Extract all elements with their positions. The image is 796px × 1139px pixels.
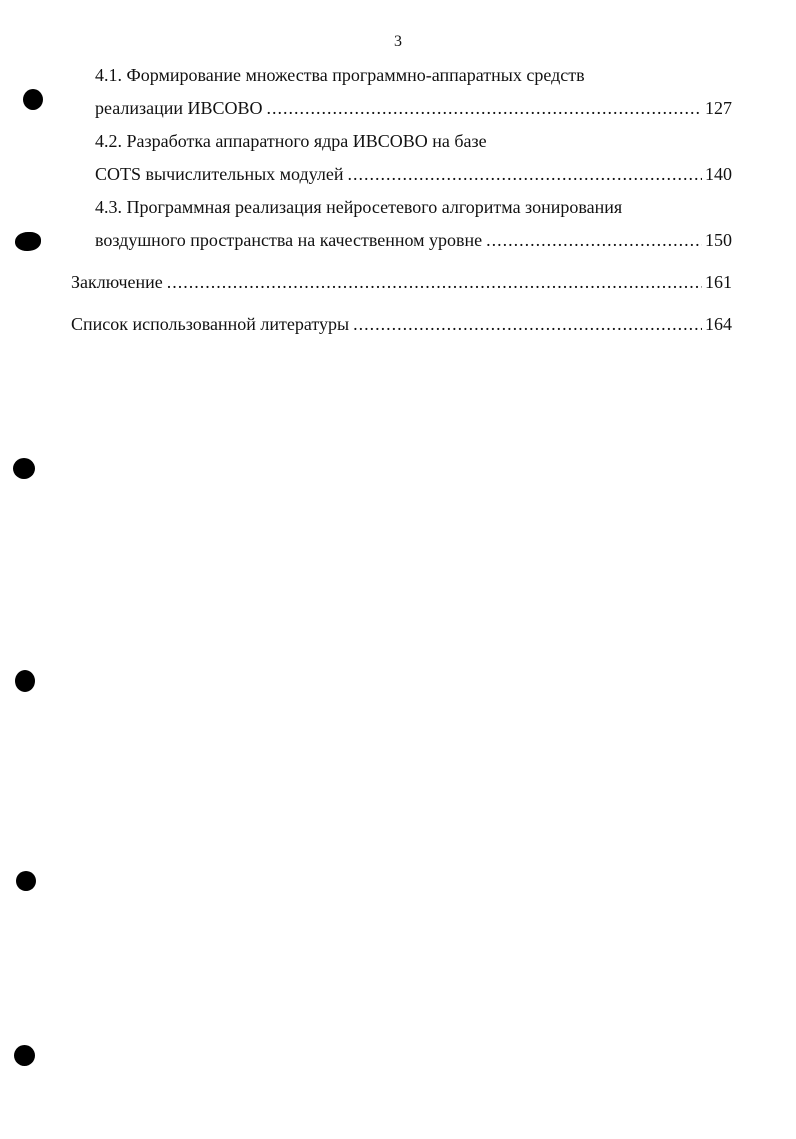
toc-leader-dots [167,271,702,293]
toc-entry-4-3 [95,229,732,251]
toc-entry-4-1-page: 127 [705,98,732,118]
punch-hole-mark [14,1045,35,1066]
toc-entry-4-1-title-line1: 4.1. Формирование множества программно-аппаратных средств [95,65,585,85]
toc-entry-4-1-title-line2: реализации ИВСОВО [95,98,263,118]
punch-hole-mark [15,670,35,692]
toc-entry-conclusion-title: Заключение [71,272,163,292]
punch-hole-mark [23,89,43,110]
punch-hole-mark [16,871,36,891]
toc-entry-4-2-page: 140 [705,164,732,184]
toc-leader-dots [348,163,702,185]
toc-entry-4-3-page: 150 [705,230,732,250]
punch-hole-mark [15,232,41,251]
toc-entry-references-page: 164 [705,314,732,334]
toc-entry-references-title: Список использованной литературы [71,314,350,334]
punch-hole-mark [13,458,35,479]
toc-entry-conclusion [71,271,732,293]
toc-entry-4-3-title-line1: 4.3. Программная реализация нейросетевого алгоритма зонирования [95,197,623,217]
page-number: 3 [394,33,402,50]
toc-leader-dots [486,229,702,251]
toc-leader-dots [353,313,702,335]
toc-entry-4-2-title-line2: COTS вычислительных модулей [95,164,344,184]
toc-entry-references [71,313,732,335]
toc-leader-dots [266,97,702,119]
toc-entry-4-1 [95,97,732,119]
toc-entry-4-3-title-line2: воздушного пространства на качественном уровне [95,230,483,250]
toc-entry-4-2-title-line1: 4.2. Разработка аппаратного ядра ИВСОВО на базе [95,131,487,151]
toc-entry-conclusion-page: 161 [705,272,732,292]
toc-entry-4-2 [95,163,732,185]
